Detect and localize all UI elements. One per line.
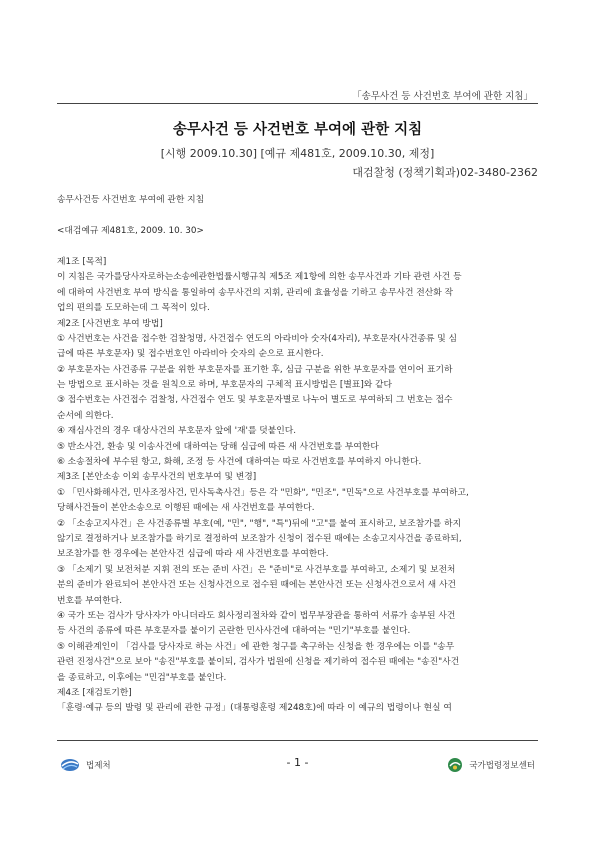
page-number: - 1 - <box>286 756 309 769</box>
body-line: 등 사건의 종류에 따른 부호문자를 붙이기 곤란한 민사사건에 대하여는 "민기"부호를 붙인다. <box>57 626 411 637</box>
body-line: 보조참가를 한 경우에는 본안사건 심급에 따라 새 사건번호를 부여한다. <box>57 549 329 560</box>
body-line: ⑥ 소송절차에 부수된 항고, 화해, 조정 등 사건에 대하여는 따로 사건번호를 부여하지 아니한다. <box>57 457 422 468</box>
body-line: ③ 접수번호는 사건접수 검찰청, 사건접수 연도 및 부호문자별로 나누어 별도로 부여하되 그 번호는 접수 <box>57 395 453 406</box>
body-line: 제4조 [재검토기한] <box>57 687 132 698</box>
body-line: 는 방법으로 표시하는 것을 원칙으로 하며, 부호문자의 구체적 표시방법은 [별표]와 같다 <box>57 380 393 391</box>
document-department: 대검찰청 (정책기획과)02-3480-2362 <box>352 166 538 179</box>
body-line: 관련 진정사건"으로 보아 "송진"부호를 붙이되, 검사가 법원에 신청을 제기하여 접수된 때에는 "송진"사건 <box>57 657 460 668</box>
body-line: 을 종료하고, 이후에는 "민검"부호를 붙인다. <box>57 672 227 683</box>
body-line: <대검예규 제481호, 2009. 10. 30> <box>57 226 204 237</box>
law-info-center-logo-icon <box>447 757 463 773</box>
document-title: 송무사건 등 사건번호 부여에 관한 지침 <box>172 122 423 138</box>
body-line: ⑤ 이해관계인이 「검사를 당사자로 하는 사건」에 관한 청구를 촉구하는 신청을 한 경우에는 이를 "송무 <box>57 641 455 652</box>
body-line: 급에 따른 부호문자) 및 접수번호인 아라비아 숫자의 순으로 표시한다. <box>57 349 324 360</box>
body-line: 분의 준비가 완료되어 본안사건 또는 신청사건으로 접수된 때에는 본안사건 또는 신청사건으로서 새 사건 <box>57 580 456 591</box>
body-line: 제1조 [목적] <box>57 256 107 267</box>
running-header-title: 「송무사건 등 사건번호 부여에 관한 지침」 <box>352 91 533 102</box>
body-line: ④ 재심사건의 경우 대상사건의 부호문자 앞에 '재'를 덧붙인다. <box>57 426 297 437</box>
footer-left-label: 법제처 <box>86 761 111 771</box>
body-line: ④ 국가 또는 검사가 당사자가 아니더라도 회사정리절차와 같이 법무부장관을 통하여 서류가 송부된 사건 <box>57 610 456 621</box>
body-line: 송무사건등 사건번호 부여에 관한 지침 <box>57 195 205 206</box>
document-body <box>57 178 540 717</box>
body-line: 당해사건들이 본안소송으로 이행된 때에는 새 사건번호를 부여한다. <box>57 503 315 514</box>
body-line <box>57 209 540 224</box>
body-line: ① 「민사화해사건, 민사조정사건, 민사독촉사건」등은 각 "민화", "민조", "민독"으로 사건부호를 부여하고, <box>57 487 469 498</box>
body-line: ③ 「소제기 및 보전처분 지휘 전의 또는 준비 사건」은 "준비"로 사건부호를 부여하고, 소제기 및 보전처 <box>57 564 456 575</box>
body-line: 제3조 [본안소송 이외 송무사건의 번호부여 및 변경] <box>57 472 257 483</box>
header-divider <box>57 103 538 104</box>
body-line: 번호를 부여한다. <box>57 595 123 606</box>
footer-right-label: 국가법령정보센터 <box>469 761 535 771</box>
body-line: 에 대하여 사건번호 부여 방식을 통일하여 송무사건의 지휘, 관리에 효율성을 기하고 송무사건 전산화 작 <box>57 287 454 298</box>
body-line <box>57 240 540 255</box>
body-line: ① 사건번호는 사건을 접수한 검찰청명, 사건접수 연도의 아라비아 숫자(4자리), 부호문자(사건종류 및 심 <box>57 333 458 344</box>
footer-divider <box>57 740 538 741</box>
document-effective-info: [시행 2009.10.30] [예규 제481호, 2009.10.30, 제정] <box>160 147 435 160</box>
body-line: ⑤ 반소사건, 환송 및 이송사건에 대하여는 당해 심급에 따른 새 사건번호를 부여한다 <box>57 441 379 452</box>
body-line: 이 지침은 국가를당사자로하는소송에관한법률시행규칙 제5조 제1항에 의한 송무사건과 기타 관련 사건 등 <box>57 272 462 283</box>
body-line: 순서에 의한다. <box>57 410 114 421</box>
body-line: 「훈령·예규 등의 발령 및 관리에 관한 규정」(대통령훈령 제248호)에 따라 이 예규의 법령이나 현실 여 <box>57 703 452 714</box>
footer-right <box>447 757 535 773</box>
body-line: 않기로 결정하거나 보조참가를 하기로 결정하여 보조참가 신청이 접수된 때에는 소송고지사건을 종료하되, <box>57 533 462 544</box>
body-line: 제2조 [사건번호 부여 방법] <box>57 318 163 329</box>
body-line: 업의 편의를 도모하는데 그 목적이 있다. <box>57 303 210 314</box>
body-line <box>57 178 540 193</box>
body-line: ② 「소송고지사건」은 사건종류별 부호(예, "민", "행", "특")뒤에 "고"를 붙여 표시하고, 보조참가를 하지 <box>57 518 462 529</box>
body-line: ② 부호문자는 사건종류 구분을 위한 부호문자를 표기한 후, 심급 구분을 위한 부호문자를 연이어 표기하 <box>57 364 453 375</box>
